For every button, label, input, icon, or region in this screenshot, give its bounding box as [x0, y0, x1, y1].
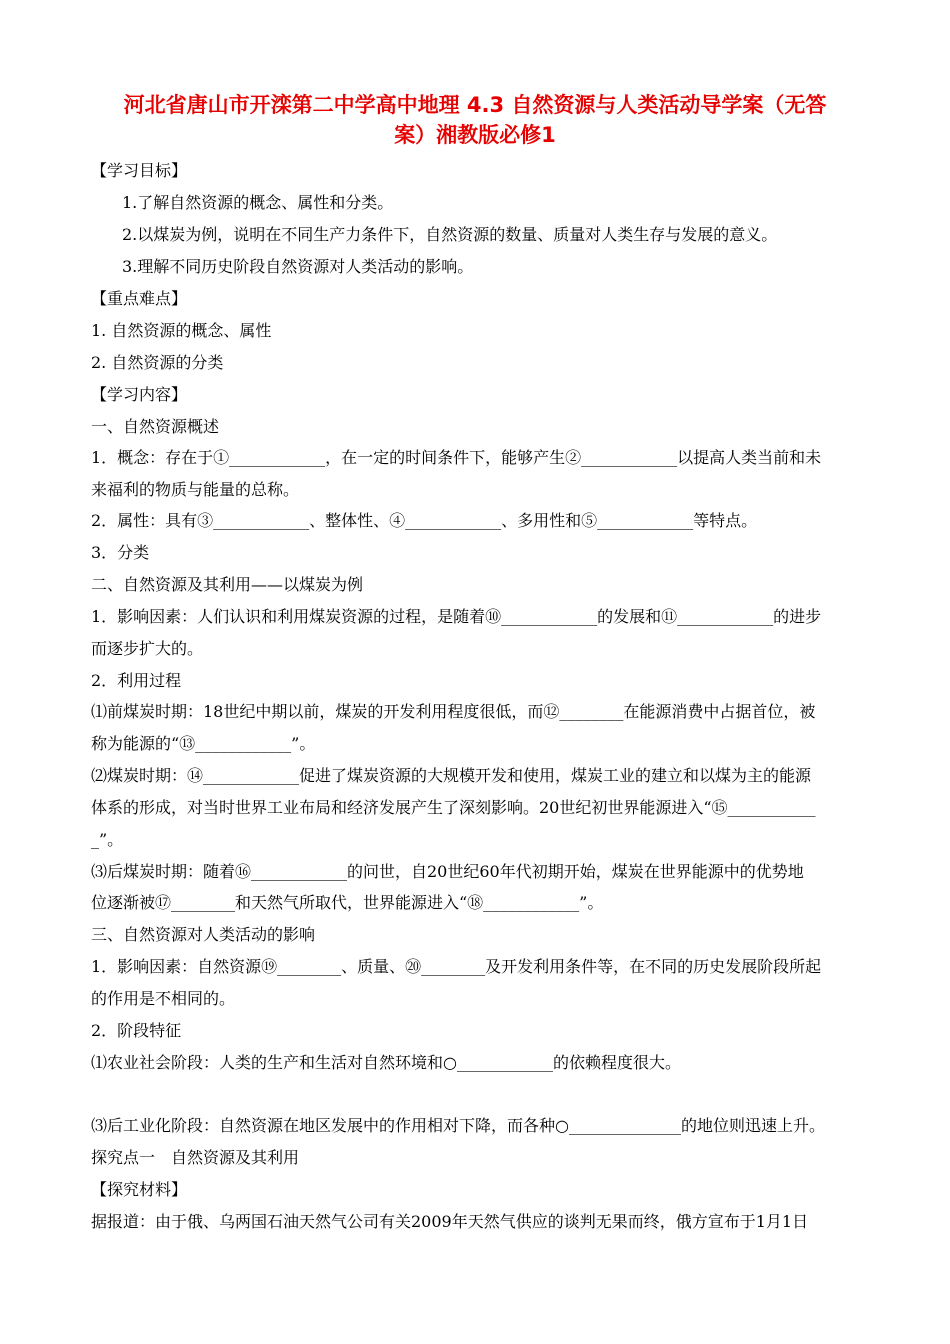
- section-heading-key-points: 【重点难点】: [91, 289, 188, 308]
- text-line: 2．阶段特征: [91, 1021, 182, 1040]
- text-line: 2．属性：具有③____________、整体性、④____________、多用性和⑤____________等特点。: [91, 511, 758, 530]
- text-line: 而逐步扩大的。: [91, 639, 204, 658]
- inquiry-heading: 探究点一 自然资源及其利用: [91, 1148, 300, 1167]
- text-line: 体系的形成，对当时世界工业布局和经济发展产生了深刻影响。20世纪初世界能源进入“⑮___________: [91, 798, 816, 817]
- text-line: 1．概念：存在于①____________，在一定的时间条件下，能够产生②____________以提高人类当前和未: [91, 448, 822, 467]
- text-line: 位逐渐被⑰________和天然气所取代，世界能源进入“⑱____________”。: [91, 893, 604, 912]
- section-heading-content: 【学习内容】: [91, 385, 188, 404]
- text-line: ⑶后煤炭时期：随着⑯____________的问世，自20世纪60年代初期开始，煤炭在世界能源中的优势地: [91, 862, 804, 881]
- subsection-heading-3: 三、自然资源对人类活动的影响: [91, 925, 316, 944]
- text-line: ⑴前煤炭时期：18世纪中期以前，煤炭的开发利用程度很低，而⑫________在能源消费中占据首位，被: [91, 702, 816, 721]
- key-point-2: 2. 自然资源的分类: [91, 353, 224, 372]
- objective-1: 1.了解自然资源的概念、属性和分类。: [122, 193, 394, 212]
- text-line: ⑴农业社会阶段：人类的生产和生活对自然环境和○____________的依赖程度很大。: [91, 1053, 681, 1072]
- text-line: _”。: [91, 830, 124, 849]
- subsection-heading-1: 一、自然资源概述: [91, 417, 220, 436]
- objective-3: 3.理解不同历史阶段自然资源对人类活动的影响。: [122, 257, 474, 276]
- subsection-heading-2: 二、自然资源及其利用——以煤炭为例: [91, 575, 364, 594]
- text-line: 来福利的物质与能量的总称。: [91, 480, 300, 499]
- text-line: 2．利用过程: [91, 671, 182, 690]
- objective-2: 2.以煤炭为例，说明在不同生产力条件下，自然资源的数量、质量对人类生存与发展的意义。: [122, 225, 778, 244]
- text-line: ⑶后工业化阶段：自然资源在地区发展中的作用相对下降，而各种○______________的地位则迅速上升。: [91, 1116, 825, 1135]
- key-point-1: 1. 自然资源的概念、属性: [91, 321, 272, 340]
- text-line: 的作用是不相同的。: [91, 989, 236, 1008]
- document-title-line-2: 案）湘教版必修1: [394, 123, 556, 147]
- text-line: 1．影响因素：自然资源⑲________、质量、⑳________及开发利用条件等，在不同的历史发展阶段所起: [91, 957, 822, 976]
- text-line: 3．分类: [91, 543, 150, 562]
- section-heading-materials: 【探究材料】: [91, 1180, 188, 1199]
- text-line: ⑵煤炭时期：⑭____________促进了煤炭资源的大规模开发和使用，煤炭工业的建立和以煤为主的能源: [91, 766, 812, 785]
- document-title-line-1: 河北省唐山市开滦第二中学高中地理 4.3 自然资源与人类活动导学案（无答: [123, 93, 827, 117]
- text-line: 据报道：由于俄、乌两国石油天然气公司有关2009年天然气供应的谈判无果而终，俄方宣布于1月1日: [91, 1212, 809, 1231]
- section-heading-objectives: 【学习目标】: [91, 161, 188, 180]
- text-line: 1．影响因素：人们认识和利用煤炭资源的过程，是随着⑩____________的发展和⑪____________的进步: [91, 607, 822, 626]
- text-line: 称为能源的“⑬____________”。: [91, 734, 316, 753]
